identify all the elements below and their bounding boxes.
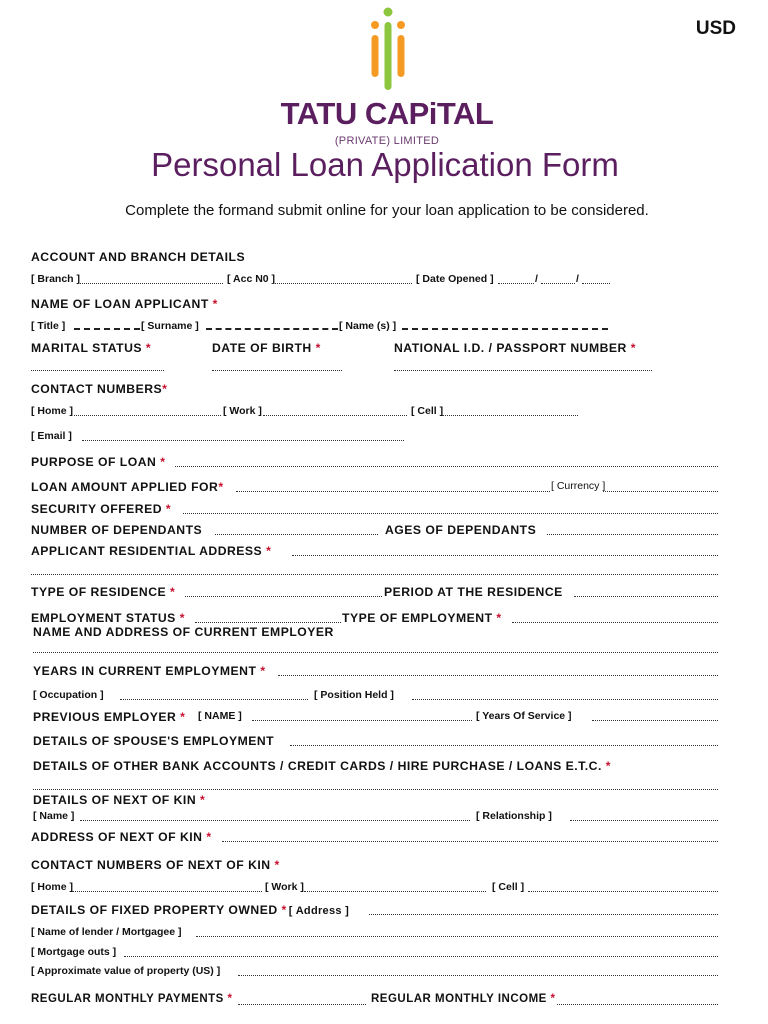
employment-status-field[interactable] xyxy=(195,622,341,623)
date-opened-year-field[interactable] xyxy=(582,283,610,284)
required-marker: * xyxy=(160,455,166,469)
contact-fields xyxy=(0,405,768,421)
previous-employer-name-field[interactable] xyxy=(252,720,472,721)
kin-contact-label: CONTACT NUMBERS OF NEXT OF KIN * xyxy=(31,858,280,872)
cell-phone-field[interactable] xyxy=(442,415,578,416)
required-marker: * xyxy=(630,341,636,355)
required-marker: * xyxy=(179,611,185,625)
position-held-label: [ Position Held ] xyxy=(314,689,394,701)
occupation-label: [ Occupation ] xyxy=(33,689,104,701)
required-marker: * xyxy=(170,585,176,599)
date-opened-month-field[interactable] xyxy=(541,283,575,284)
current-employer-row xyxy=(0,625,768,641)
kin-address-label: ADDRESS OF NEXT OF KIN * xyxy=(31,830,212,844)
marital-status-label: MARITAL STATUS * xyxy=(31,341,152,355)
mortgage-row xyxy=(0,946,768,962)
address-label: [ Address ] xyxy=(288,905,350,917)
required-marker: * xyxy=(165,502,172,516)
monthly-payments-field[interactable] xyxy=(238,1004,366,1005)
years-employment-row xyxy=(0,664,768,680)
loan-currency-field[interactable] xyxy=(603,491,718,492)
home-label: [ Home ] xyxy=(31,405,73,417)
required-marker: * xyxy=(206,830,212,844)
purpose-row xyxy=(0,455,768,471)
current-employer-field[interactable] xyxy=(33,652,718,653)
current-employer-line xyxy=(0,642,768,658)
names-field[interactable] xyxy=(402,328,608,330)
personal-details-fields xyxy=(0,362,768,378)
required-marker: * xyxy=(281,903,287,917)
form-intro: Complete the formand submit online for your loan application to be considered. xyxy=(125,202,649,219)
spouse-employment-label: DETAILS OF SPOUSE'S EMPLOYMENT xyxy=(33,734,275,748)
email-label: [ Email ] xyxy=(31,430,72,442)
home-phone-field[interactable] xyxy=(74,415,221,416)
kin-contact-fields xyxy=(0,881,768,897)
dependants-field[interactable] xyxy=(215,534,378,535)
required-marker: * xyxy=(145,341,152,355)
email-field[interactable] xyxy=(82,440,404,441)
property-value-field[interactable] xyxy=(238,975,718,976)
monthly-income-label: REGULAR MONTHLY INCOME * xyxy=(371,993,556,1005)
kin-cell-phone-field[interactable] xyxy=(528,891,718,892)
date-separator: / xyxy=(576,273,579,285)
kin-home-phone-field[interactable] xyxy=(72,891,262,892)
type-of-employment-label: TYPE OF EMPLOYMENT * xyxy=(342,611,502,625)
next-of-kin-label: DETAILS OF NEXT OF KIN * xyxy=(33,793,206,807)
required-marker: * xyxy=(605,759,611,773)
brand-name: TATU CAPiTAL xyxy=(280,96,494,131)
property-value-label: [ Approximate value of property (US) ] xyxy=(31,965,221,977)
date-separator: / xyxy=(535,273,538,285)
required-marker: * xyxy=(162,382,168,396)
branch-field[interactable] xyxy=(78,283,223,284)
years-employment-field[interactable] xyxy=(278,675,718,676)
type-of-employment-field[interactable] xyxy=(512,622,718,623)
surname-label: [ Surname ] xyxy=(141,320,199,332)
lender-label: [ Name of lender / Mortgagee ] xyxy=(31,926,182,938)
security-field[interactable] xyxy=(183,513,718,514)
personal-details-row xyxy=(0,341,768,357)
other-accounts-label: DETAILS OF OTHER BANK ACCOUNTS / CREDIT CARDS / HIRE PURCHASE / LOANS E.T.C. * xyxy=(33,759,611,773)
residential-address-line2 xyxy=(0,564,768,580)
loan-amount-field[interactable] xyxy=(236,491,550,492)
lender-row xyxy=(0,926,768,942)
kin-address-row xyxy=(0,830,768,846)
national-id-label: NATIONAL I.D. / PASSPORT NUMBER * xyxy=(394,341,636,355)
required-marker: * xyxy=(266,544,272,558)
fixed-property-row xyxy=(0,903,768,919)
other-accounts-row xyxy=(0,759,768,775)
years-employment-label: YEARS IN CURRENT EMPLOYMENT * xyxy=(33,664,266,678)
next-of-kin-fields xyxy=(0,810,768,826)
required-marker: * xyxy=(212,297,218,311)
loan-amount-label: LOAN AMOUNT APPLIED FOR* xyxy=(31,480,224,494)
section-heading: ACCOUNT AND BRANCH DETAILS xyxy=(31,250,246,264)
tatu-capital-logo-icon xyxy=(366,6,410,92)
purpose-field[interactable] xyxy=(175,466,718,467)
kin-home-label: [ Home ] xyxy=(31,881,73,893)
names-label: [ Name (s) ] xyxy=(339,320,397,332)
occupation-field[interactable] xyxy=(120,699,308,700)
fixed-property-label: DETAILS OF FIXED PROPERTY OWNED * [ Address ] xyxy=(31,903,350,917)
required-marker: * xyxy=(180,710,186,724)
period-at-residence-field[interactable] xyxy=(574,596,718,597)
spouse-employment-field[interactable] xyxy=(290,745,718,746)
security-row xyxy=(0,502,768,518)
required-marker: * xyxy=(274,858,280,872)
contact-section xyxy=(0,382,768,398)
dependants-label: NUMBER OF DEPENDANTS xyxy=(31,523,203,537)
section-heading: CONTACT NUMBERS* xyxy=(31,382,168,396)
required-marker: * xyxy=(200,793,206,807)
dependants-row xyxy=(0,523,768,539)
applicant-name-fields xyxy=(0,320,768,336)
branch-label: [ Branch ] xyxy=(31,273,81,285)
surname-field[interactable] xyxy=(206,328,338,330)
other-accounts-field[interactable] xyxy=(33,789,718,790)
purpose-label: PURPOSE OF LOAN * xyxy=(31,455,166,469)
kin-name-field[interactable] xyxy=(80,820,470,821)
kin-work-phone-field[interactable] xyxy=(304,891,486,892)
cell-label: [ Cell ] xyxy=(411,405,444,417)
account-branch-fields xyxy=(0,273,768,289)
email-row xyxy=(0,430,768,446)
mortgage-outs-label: [ Mortgage outs ] xyxy=(31,946,117,958)
previous-employer-row xyxy=(0,710,768,726)
date-of-birth-label: DATE OF BIRTH * xyxy=(212,341,321,355)
required-marker: * xyxy=(496,611,502,625)
residential-address-field-2[interactable] xyxy=(31,574,718,575)
kin-cell-label: [ Cell ] xyxy=(492,881,525,893)
date-of-birth-field[interactable] xyxy=(212,370,342,371)
kin-contact-section xyxy=(0,858,768,874)
national-id-field[interactable] xyxy=(394,370,652,371)
marital-status-field[interactable] xyxy=(31,370,164,371)
residential-address-row xyxy=(0,544,768,560)
loan-amount-row xyxy=(0,480,768,496)
position-held-field[interactable] xyxy=(412,699,718,700)
type-of-residence-label: TYPE OF RESIDENCE * xyxy=(31,585,176,599)
ages-dependants-field[interactable] xyxy=(547,534,718,535)
relationship-field[interactable] xyxy=(570,820,718,821)
prev-name-label: [ NAME ] xyxy=(198,710,242,722)
title-label: [ Title ] xyxy=(31,320,66,332)
relationship-label: [ Relationship ] xyxy=(476,810,552,822)
period-at-residence-label: PERIOD AT THE RESIDENCE xyxy=(384,585,563,599)
kin-address-field[interactable] xyxy=(222,841,718,842)
lender-field[interactable] xyxy=(196,936,718,937)
security-label: SECURITY OFFERED * xyxy=(31,502,172,516)
property-value-row xyxy=(0,965,768,981)
applicant-name-section xyxy=(0,297,768,313)
ages-dependants-label: AGES OF DEPENDANTS xyxy=(385,523,537,537)
currency-field-label: [ Currency ] xyxy=(551,480,606,492)
acc-no-field[interactable] xyxy=(272,283,412,284)
acc-no-label: [ Acc N0 ] xyxy=(227,273,276,285)
property-address-field[interactable] xyxy=(369,914,718,915)
required-marker: * xyxy=(218,480,224,494)
required-marker: * xyxy=(260,664,266,678)
next-of-kin-section xyxy=(0,793,768,809)
currency-label: USD xyxy=(695,18,736,39)
residential-address-label: APPLICANT RESIDENTIAL ADDRESS * xyxy=(31,544,272,558)
years-of-service-field[interactable] xyxy=(592,720,718,721)
monthly-income-field[interactable] xyxy=(557,1004,718,1005)
kin-work-label: [ Work ] xyxy=(265,881,304,893)
years-of-service-label: [ Years Of Service ] xyxy=(476,710,572,722)
date-opened-day-field[interactable] xyxy=(498,283,534,284)
previous-employer-label: PREVIOUS EMPLOYER * xyxy=(33,710,186,724)
kin-name-label: [ Name ] xyxy=(33,810,75,822)
monthly-payments-label: REGULAR MONTHLY PAYMENTS * xyxy=(31,993,233,1005)
occupation-row xyxy=(0,689,768,705)
spouse-employment-row xyxy=(0,734,768,750)
account-branch-section xyxy=(0,250,768,266)
type-of-residence-field[interactable] xyxy=(185,596,382,597)
section-heading: NAME OF LOAN APPLICANT * xyxy=(31,297,218,311)
work-phone-field[interactable] xyxy=(263,415,407,416)
employment-status-label: EMPLOYMENT STATUS * xyxy=(31,611,185,625)
required-marker: * xyxy=(227,993,233,1005)
work-label: [ Work ] xyxy=(223,405,262,417)
date-opened-label: [ Date Opened ] xyxy=(416,273,494,285)
title-field[interactable] xyxy=(74,328,140,330)
required-marker: * xyxy=(315,341,321,355)
brand-subtitle: (PRIVATE) LIMITED xyxy=(334,135,440,147)
mortgage-outs-field[interactable] xyxy=(124,956,718,957)
form-title: Personal Loan Application Form xyxy=(151,146,619,183)
residence-row xyxy=(0,585,768,601)
monthly-row xyxy=(0,993,768,1009)
residential-address-field[interactable] xyxy=(292,555,718,556)
required-marker: * xyxy=(550,993,556,1005)
current-employer-label: NAME AND ADDRESS OF CURRENT EMPLOYER xyxy=(33,625,334,639)
